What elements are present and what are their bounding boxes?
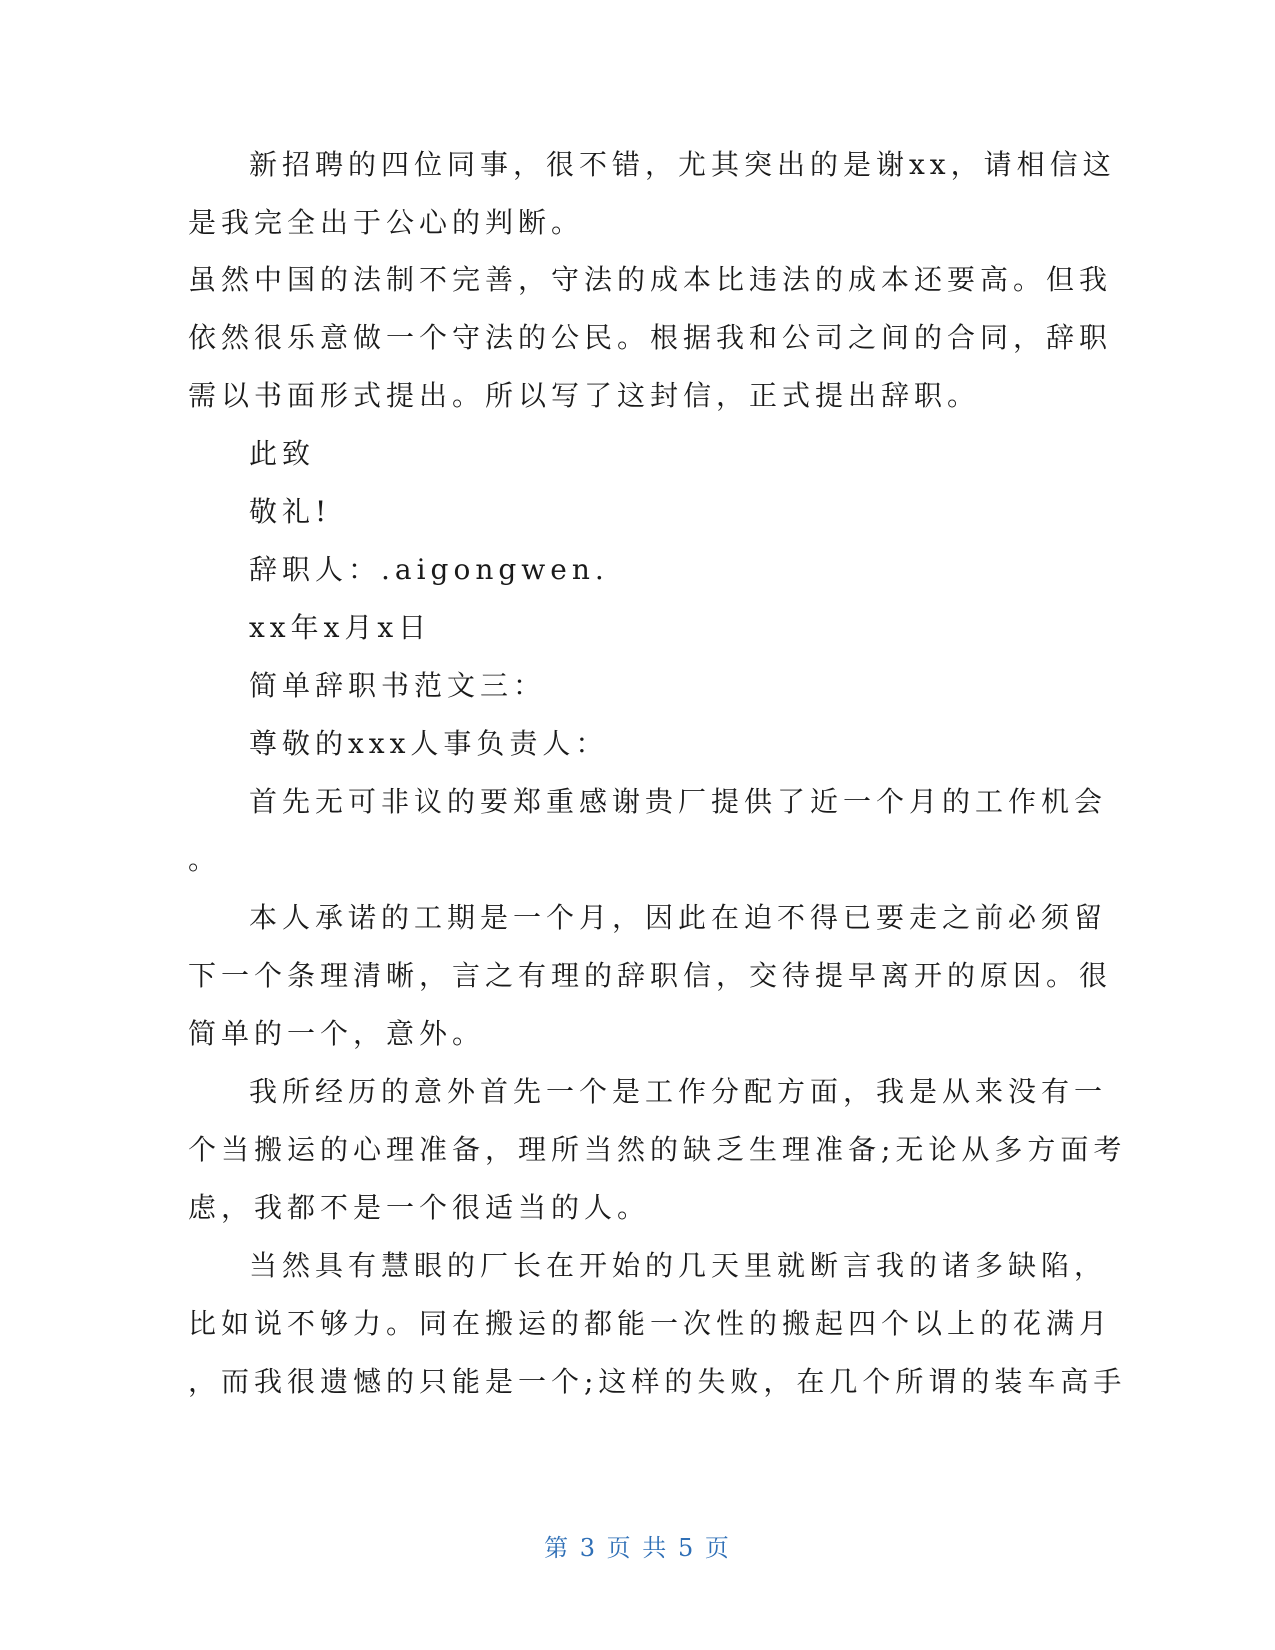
paragraph-line-19: 虑，我都不是一个很适当的人。	[188, 1191, 651, 1224]
resigner-signature: 辞职人：.aigongwen.	[249, 553, 609, 586]
paragraph-line-2: 是我完全出于公心的判断。	[188, 206, 585, 239]
closing-cizhi: 此致	[249, 437, 316, 470]
current-page-number: 3	[579, 1534, 598, 1562]
paragraph-line-1: 新招聘的四位同事，很不错，尤其突出的是谢xx，请相信这	[249, 148, 1116, 181]
paragraph-line-13: 。	[188, 843, 222, 876]
paragraph-line-3: 虽然中国的法制不完善，守法的成本比违法的成本还要高。但我	[188, 263, 1113, 296]
closing-jingli: 敬礼!	[249, 495, 332, 528]
paragraph-line-17: 我所经历的意外首先一个是工作分配方面，我是从来没有一	[249, 1075, 1108, 1108]
paragraph-line-12: 首先无可非议的要郑重感谢贵厂提供了近一个月的工作机会	[249, 785, 1108, 818]
page-label-prefix: 第	[544, 1534, 571, 1562]
paragraph-line-4: 依然很乐意做一个守法的公民。根据我和公司之间的合同，辞职	[188, 321, 1113, 354]
letter-date: xx年x月x日	[249, 611, 432, 644]
paragraph-line-14: 本人承诺的工期是一个月，因此在迫不得已要走之前必须留	[249, 901, 1108, 934]
paragraph-line-21: 比如说不够力。同在搬运的都能一次性的搬起四个以上的花满月	[188, 1307, 1113, 1340]
paragraph-line-22: ，而我很遗憾的只能是一个;这样的失败，在几个所谓的装车高手	[188, 1365, 1127, 1398]
section-heading: 简单辞职书范文三：	[249, 669, 547, 702]
page-label-mid: 页 共	[606, 1534, 669, 1562]
paragraph-line-16: 简单的一个，意外。	[188, 1017, 486, 1050]
page-footer	[0, 1533, 1275, 1563]
total-pages-number: 5	[677, 1534, 696, 1562]
paragraph-line-15: 下一个条理清晰，言之有理的辞职信，交待提早离开的原因。很	[188, 959, 1113, 992]
paragraph-line-5: 需以书面形式提出。所以写了这封信，正式提出辞职。	[188, 379, 981, 412]
paragraph-line-18: 个当搬运的心理准备，理所当然的缺乏生理准备;无论从多方面考	[188, 1133, 1127, 1166]
page-label-suffix: 页	[704, 1534, 731, 1562]
salutation: 尊敬的xxx人事负责人：	[249, 727, 609, 760]
paragraph-line-20: 当然具有慧眼的厂长在开始的几天里就断言我的诸多缺陷，	[249, 1249, 1108, 1282]
